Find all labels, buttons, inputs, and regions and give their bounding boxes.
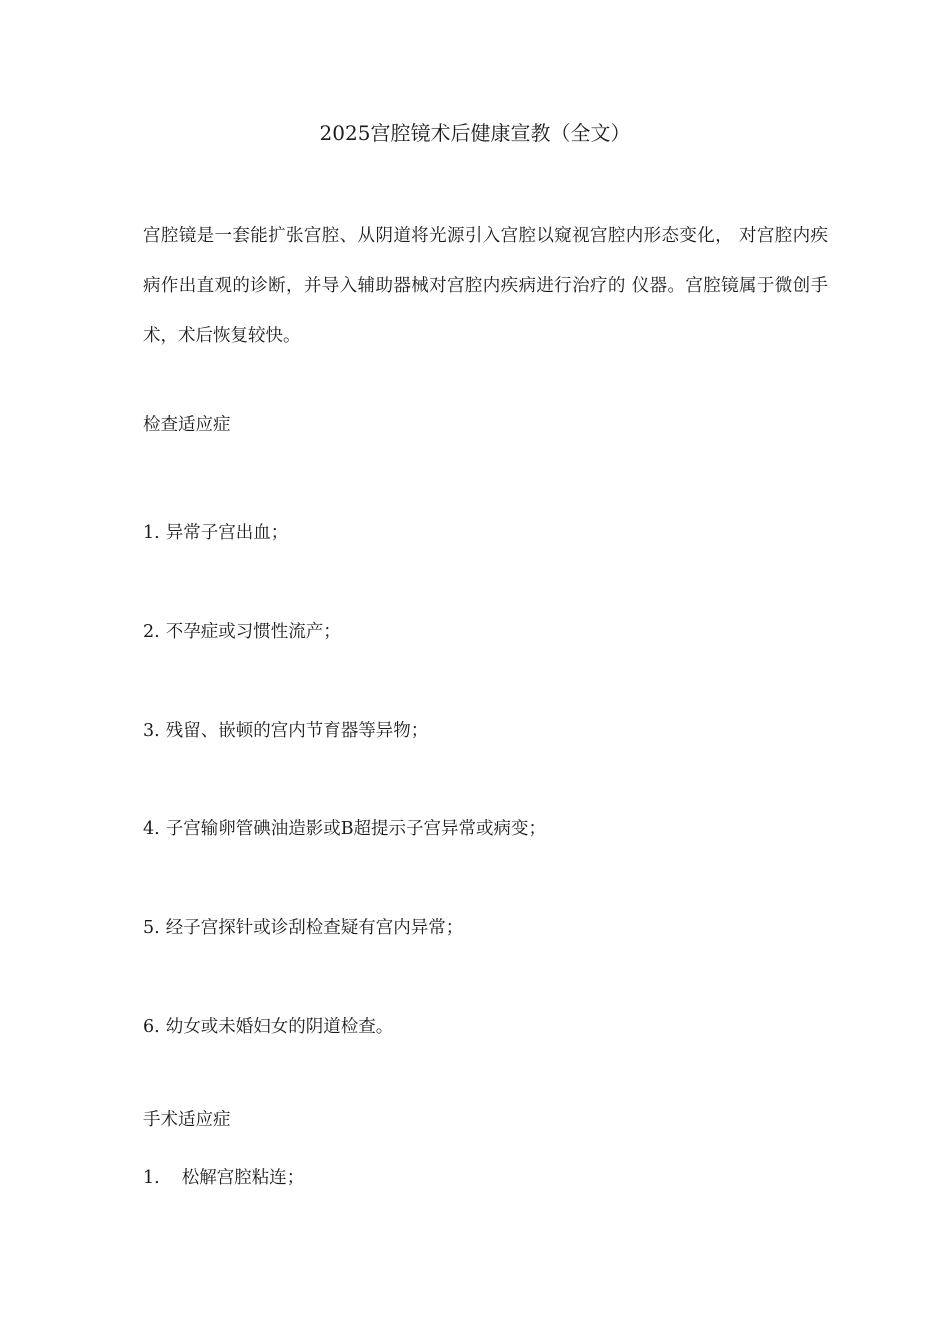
list-item (143, 1163, 304, 1193)
section-heading-surgery-indications: 手术适应症 (143, 1110, 231, 1130)
list-item-text: 残留、嵌顿的宫内节育器等异物； (165, 721, 429, 741)
list-item-number: 6. (143, 1017, 160, 1037)
list-item-text: 幼女或未婚妇女的阴道检查。 (165, 1017, 394, 1037)
section-heading-exam-indications: 检查适应症 (143, 415, 231, 435)
list-item (143, 913, 463, 943)
list-item (143, 518, 288, 548)
list-item-text: 松解宫腔粘连； (181, 1168, 305, 1188)
document-title: 2025宫腔镜术后健康宣教（全文） (319, 121, 631, 145)
list-item (143, 1012, 393, 1042)
list-item-number: 4. (143, 819, 160, 839)
list-item-number: 5. (143, 918, 160, 938)
list-item (143, 814, 546, 844)
list-item-number: 1. (143, 1168, 160, 1188)
intro-paragraph: 宫腔镜是一套能扩张宫腔、从阴道将光源引入宫腔以窥视宫腔内形态变化， 对宫腔内疾病作出直观的诊断，并导入辅助器械对宫腔内疾病进行治疗的 仪器。宫腔镜属于微创手术，术后恢复较快。 (143, 226, 828, 346)
list-item-text: 异常子宫出血； (165, 523, 289, 543)
list-item-text: 子宫输卵管碘油造影或B超提示子宫异常或病变； (165, 819, 547, 839)
list-item-number: 1. (143, 523, 160, 543)
list-item-text: 经子宫探针或诊刮检查疑有宫内异常； (165, 918, 464, 938)
list-item (143, 617, 341, 647)
list-item-number: 2. (143, 622, 160, 642)
list-item (143, 716, 428, 746)
list-item-number: 3. (143, 721, 160, 741)
list-item-text: 不孕症或习惯性流产； (165, 622, 341, 642)
